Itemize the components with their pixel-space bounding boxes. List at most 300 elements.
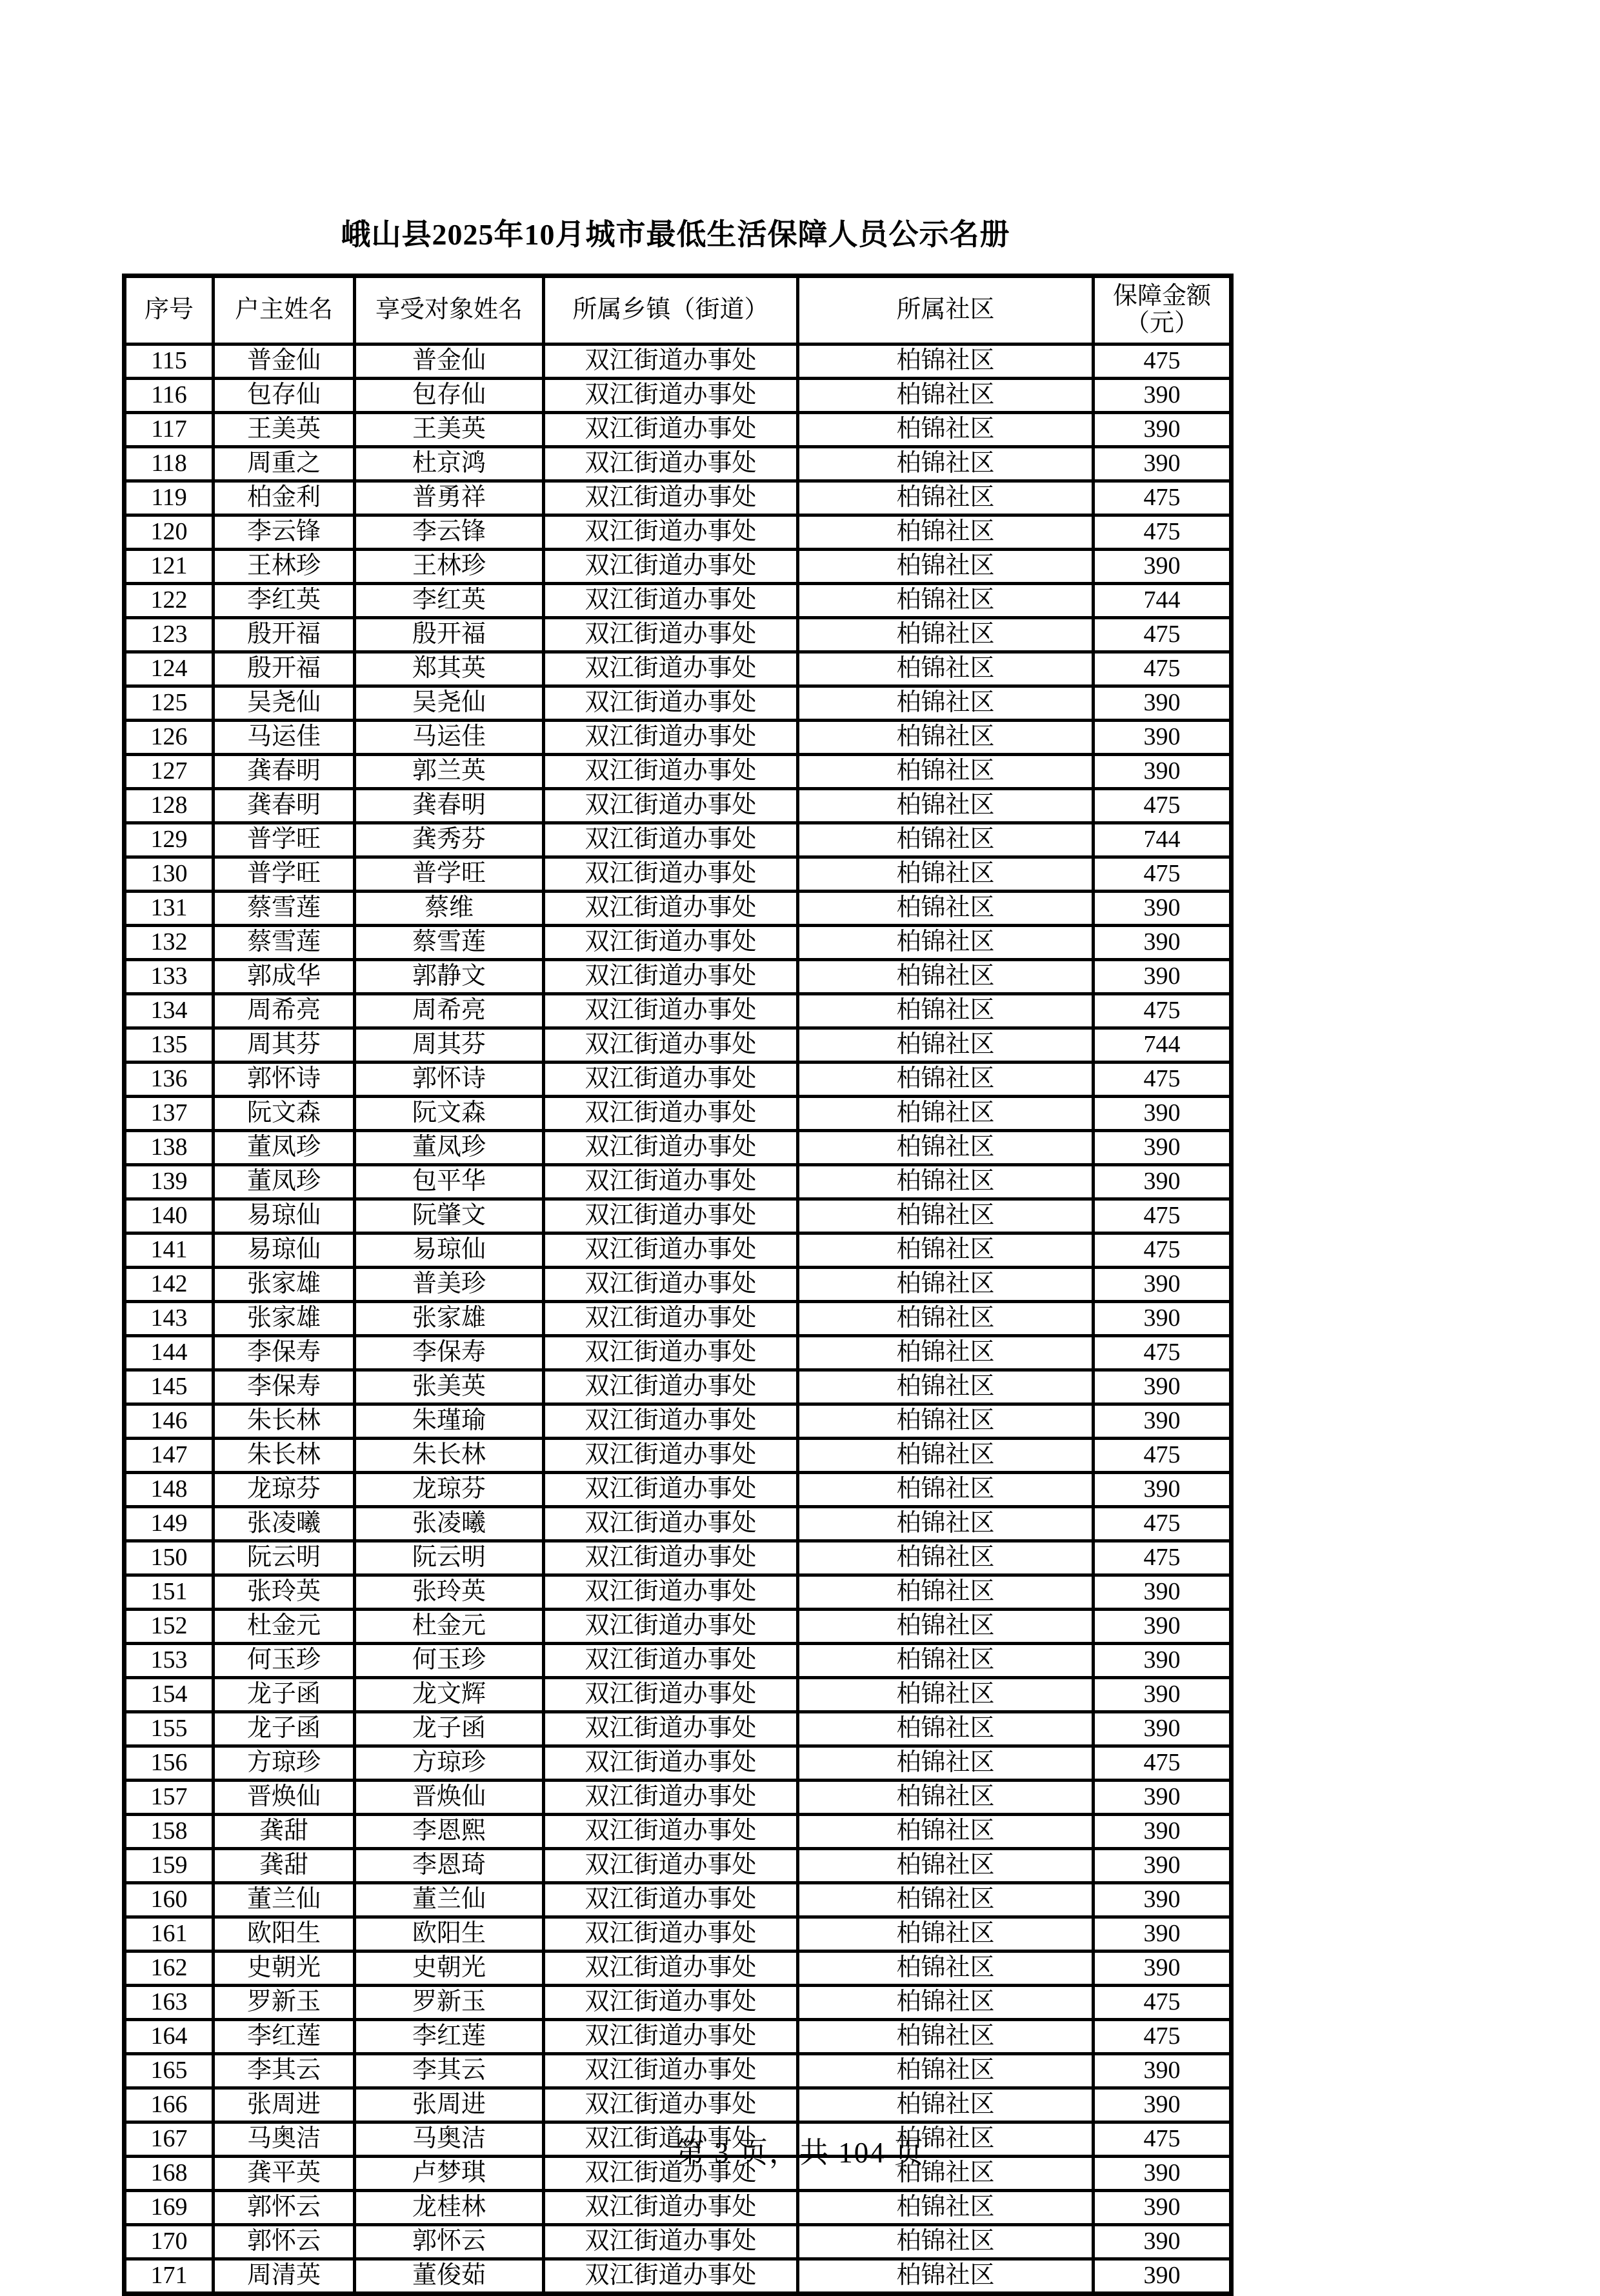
table-row [125, 1302, 1232, 1336]
cell-household-head: 吴尧仙 [214, 686, 355, 721]
cell-index: 158 [125, 1815, 214, 1849]
table-row [125, 1917, 1232, 1952]
cell-beneficiary: 吴尧仙 [355, 686, 544, 721]
cell-beneficiary: 张凌曦 [355, 1507, 544, 1541]
cell-index: 139 [125, 1165, 214, 1199]
cell-community: 柏锦社区 [798, 994, 1094, 1028]
cell-amount: 390 [1094, 1610, 1232, 1644]
cell-amount: 390 [1094, 1165, 1232, 1199]
cell-amount: 744 [1094, 1028, 1232, 1063]
cell-beneficiary: 龚春明 [355, 789, 544, 823]
cell-index: 132 [125, 926, 214, 960]
cell-beneficiary: 卢梦琪 [355, 2157, 544, 2191]
cell-index: 127 [125, 755, 214, 789]
cell-beneficiary: 张玲英 [355, 1575, 544, 1610]
cell-beneficiary: 普勇祥 [355, 481, 544, 515]
cell-beneficiary: 龙琼芬 [355, 1473, 544, 1507]
cell-index: 121 [125, 550, 214, 584]
cell-community: 柏锦社区 [798, 789, 1094, 823]
cell-township: 双江街道办事处 [544, 755, 798, 789]
table-row [125, 1952, 1232, 1986]
cell-community: 柏锦社区 [798, 1302, 1094, 1336]
table-row [125, 1610, 1232, 1644]
cell-beneficiary: 郭兰英 [355, 755, 544, 789]
cell-community: 柏锦社区 [798, 584, 1094, 618]
table-row [125, 481, 1232, 515]
cell-household-head: 李其云 [214, 2054, 355, 2088]
cell-beneficiary: 包存仙 [355, 379, 544, 413]
cell-household-head: 史朝光 [214, 1952, 355, 1986]
cell-household-head: 马运佳 [214, 721, 355, 755]
table-row [125, 1199, 1232, 1233]
cell-household-head: 董兰仙 [214, 1883, 355, 1917]
cell-beneficiary: 易琼仙 [355, 1233, 544, 1268]
cell-household-head: 朱长林 [214, 1404, 355, 1439]
cell-township: 双江街道办事处 [544, 413, 798, 447]
cell-beneficiary: 龙子函 [355, 1712, 544, 1746]
cell-amount: 390 [1094, 1883, 1232, 1917]
cell-household-head: 殷开福 [214, 618, 355, 652]
cell-community: 柏锦社区 [798, 2054, 1094, 2088]
table-row [125, 1439, 1232, 1473]
cell-amount: 475 [1094, 344, 1232, 379]
cell-household-head: 杜金元 [214, 1610, 355, 1644]
cell-community: 柏锦社区 [798, 1131, 1094, 1165]
cell-amount: 390 [1094, 1917, 1232, 1952]
cell-amount: 390 [1094, 1781, 1232, 1815]
table-row [125, 2020, 1232, 2054]
table-row [125, 2225, 1232, 2259]
cell-beneficiary: 李恩琦 [355, 1849, 544, 1883]
cell-community: 柏锦社区 [798, 413, 1094, 447]
table-row [125, 789, 1232, 823]
cell-household-head: 周其芬 [214, 1028, 355, 1063]
cell-household-head: 龚甜 [214, 1815, 355, 1849]
cell-beneficiary: 周其芬 [355, 1028, 544, 1063]
cell-household-head: 郭成华 [214, 960, 355, 994]
table-row [125, 1131, 1232, 1165]
cell-amount: 390 [1094, 1712, 1232, 1746]
cell-township: 双江街道办事处 [544, 2225, 798, 2259]
cell-community: 柏锦社区 [798, 721, 1094, 755]
table-row [125, 652, 1232, 686]
table-row [125, 721, 1232, 755]
cell-amount: 390 [1094, 926, 1232, 960]
cell-township: 双江街道办事处 [544, 1473, 798, 1507]
cell-amount: 390 [1094, 960, 1232, 994]
cell-township: 双江街道办事处 [544, 1917, 798, 1952]
cell-amount: 390 [1094, 2157, 1232, 2191]
cell-township: 双江街道办事处 [544, 1746, 798, 1781]
cell-community: 柏锦社区 [798, 1644, 1094, 1678]
cell-community: 柏锦社区 [798, 447, 1094, 481]
cell-household-head: 阮文森 [214, 1097, 355, 1131]
cell-index: 152 [125, 1610, 214, 1644]
cell-household-head: 易琼仙 [214, 1199, 355, 1233]
cell-township: 双江街道办事处 [544, 1507, 798, 1541]
cell-township: 双江街道办事处 [544, 1883, 798, 1917]
cell-amount: 390 [1094, 2259, 1232, 2294]
cell-township: 双江街道办事处 [544, 344, 798, 379]
cell-community: 柏锦社区 [798, 2157, 1094, 2191]
cell-household-head: 郭怀云 [214, 2225, 355, 2259]
cell-household-head: 方琼珍 [214, 1746, 355, 1781]
roster-table [122, 274, 1234, 2296]
cell-township: 双江街道办事处 [544, 584, 798, 618]
cell-community: 柏锦社区 [798, 1439, 1094, 1473]
cell-amount: 390 [1094, 2088, 1232, 2122]
cell-township: 双江街道办事处 [544, 1678, 798, 1712]
cell-community: 柏锦社区 [798, 1883, 1094, 1917]
cell-index: 134 [125, 994, 214, 1028]
cell-beneficiary: 马奥洁 [355, 2122, 544, 2157]
cell-beneficiary: 杜京鸿 [355, 447, 544, 481]
cell-beneficiary: 阮云明 [355, 1541, 544, 1575]
cell-beneficiary: 李保寿 [355, 1336, 544, 1370]
cell-beneficiary: 晋焕仙 [355, 1781, 544, 1815]
cell-township: 双江街道办事处 [544, 618, 798, 652]
cell-household-head: 张周进 [214, 2088, 355, 2122]
cell-beneficiary: 李云锋 [355, 515, 544, 550]
cell-household-head: 包存仙 [214, 379, 355, 413]
table-row [125, 1746, 1232, 1781]
cell-beneficiary: 欧阳生 [355, 1917, 544, 1952]
cell-household-head: 柏金利 [214, 481, 355, 515]
cell-community: 柏锦社区 [798, 2122, 1094, 2157]
cell-community: 柏锦社区 [798, 1370, 1094, 1404]
cell-township: 双江街道办事处 [544, 1370, 798, 1404]
cell-amount: 390 [1094, 2054, 1232, 2088]
table-row [125, 2088, 1232, 2122]
cell-beneficiary: 张美英 [355, 1370, 544, 1404]
table-row [125, 1473, 1232, 1507]
cell-township: 双江街道办事处 [544, 1233, 798, 1268]
cell-community: 柏锦社区 [798, 1404, 1094, 1439]
cell-index: 125 [125, 686, 214, 721]
cell-index: 123 [125, 618, 214, 652]
cell-beneficiary: 郑其英 [355, 652, 544, 686]
cell-index: 170 [125, 2225, 214, 2259]
cell-index: 168 [125, 2157, 214, 2191]
cell-amount: 390 [1094, 2191, 1232, 2225]
cell-household-head: 阮云明 [214, 1541, 355, 1575]
cell-amount: 390 [1094, 721, 1232, 755]
cell-beneficiary: 龙文辉 [355, 1678, 544, 1712]
cell-community: 柏锦社区 [798, 1575, 1094, 1610]
cell-index: 135 [125, 1028, 214, 1063]
cell-community: 柏锦社区 [798, 515, 1094, 550]
cell-household-head: 欧阳生 [214, 1917, 355, 1952]
cell-township: 双江街道办事处 [544, 1815, 798, 1849]
cell-household-head: 晋焕仙 [214, 1781, 355, 1815]
cell-amount: 475 [1094, 2122, 1232, 2157]
cell-household-head: 蔡雪莲 [214, 892, 355, 926]
cell-index: 131 [125, 892, 214, 926]
cell-community: 柏锦社区 [798, 1678, 1094, 1712]
cell-township: 双江街道办事处 [544, 1986, 798, 2020]
cell-township: 双江街道办事处 [544, 1268, 798, 1302]
cell-amount: 475 [1094, 1233, 1232, 1268]
cell-index: 117 [125, 413, 214, 447]
cell-amount: 390 [1094, 1952, 1232, 1986]
cell-township: 双江街道办事处 [544, 960, 798, 994]
cell-beneficiary: 龙桂林 [355, 2191, 544, 2225]
cell-amount: 475 [1094, 652, 1232, 686]
cell-township: 双江街道办事处 [544, 1028, 798, 1063]
cell-community: 柏锦社区 [798, 652, 1094, 686]
cell-index: 116 [125, 379, 214, 413]
cell-amount: 390 [1094, 447, 1232, 481]
cell-amount: 475 [1094, 2020, 1232, 2054]
cell-beneficiary: 李恩熙 [355, 1815, 544, 1849]
table-row [125, 2054, 1232, 2088]
cell-township: 双江街道办事处 [544, 1063, 798, 1097]
table-row [125, 413, 1232, 447]
cell-beneficiary: 董兰仙 [355, 1883, 544, 1917]
cell-community: 柏锦社区 [798, 1610, 1094, 1644]
cell-index: 137 [125, 1097, 214, 1131]
cell-index: 167 [125, 2122, 214, 2157]
table-row [125, 1815, 1232, 1849]
cell-community: 柏锦社区 [798, 1233, 1094, 1268]
cell-household-head: 龚平英 [214, 2157, 355, 2191]
cell-index: 147 [125, 1439, 214, 1473]
cell-household-head: 王林珍 [214, 550, 355, 584]
table-row [125, 1507, 1232, 1541]
table-row [125, 1097, 1232, 1131]
cell-community: 柏锦社区 [798, 1165, 1094, 1199]
cell-beneficiary: 普美珍 [355, 1268, 544, 1302]
cell-amount: 744 [1094, 584, 1232, 618]
cell-community: 柏锦社区 [798, 618, 1094, 652]
cell-household-head: 马奥洁 [214, 2122, 355, 2157]
table-row [125, 857, 1232, 892]
cell-household-head: 龙琼芬 [214, 1473, 355, 1507]
table-row [125, 1541, 1232, 1575]
table-row [125, 1712, 1232, 1746]
cell-beneficiary: 普学旺 [355, 857, 544, 892]
table-row [125, 1370, 1232, 1404]
table-row [125, 515, 1232, 550]
cell-township: 双江街道办事处 [544, 1712, 798, 1746]
cell-township: 双江街道办事处 [544, 481, 798, 515]
cell-township: 双江街道办事处 [544, 994, 798, 1028]
cell-amount: 390 [1094, 1678, 1232, 1712]
cell-amount: 475 [1094, 1063, 1232, 1097]
cell-community: 柏锦社区 [798, 1746, 1094, 1781]
table-row [125, 1781, 1232, 1815]
cell-community: 柏锦社区 [798, 2088, 1094, 2122]
cell-beneficiary: 王美英 [355, 413, 544, 447]
cell-township: 双江街道办事处 [544, 1439, 798, 1473]
cell-household-head: 张家雄 [214, 1268, 355, 1302]
cell-township: 双江街道办事处 [544, 857, 798, 892]
cell-amount: 475 [1094, 789, 1232, 823]
cell-amount: 475 [1094, 618, 1232, 652]
table-row [125, 379, 1232, 413]
cell-community: 柏锦社区 [798, 1028, 1094, 1063]
cell-household-head: 李保寿 [214, 1370, 355, 1404]
cell-amount: 744 [1094, 823, 1232, 857]
cell-township: 双江街道办事处 [544, 447, 798, 481]
cell-community: 柏锦社区 [798, 686, 1094, 721]
cell-amount: 390 [1094, 1644, 1232, 1678]
cell-community: 柏锦社区 [798, 892, 1094, 926]
cell-household-head: 普金仙 [214, 344, 355, 379]
cell-community: 柏锦社区 [798, 2225, 1094, 2259]
cell-community: 柏锦社区 [798, 1199, 1094, 1233]
cell-community: 柏锦社区 [798, 1063, 1094, 1097]
col-header-beneficiary: 享受对象姓名 [355, 276, 544, 344]
cell-community: 柏锦社区 [798, 1473, 1094, 1507]
cell-household-head: 普学旺 [214, 857, 355, 892]
cell-index: 157 [125, 1781, 214, 1815]
cell-township: 双江街道办事处 [544, 892, 798, 926]
cell-amount: 390 [1094, 1268, 1232, 1302]
cell-index: 162 [125, 1952, 214, 1986]
cell-township: 双江街道办事处 [544, 550, 798, 584]
cell-amount: 390 [1094, 413, 1232, 447]
cell-amount: 475 [1094, 515, 1232, 550]
cell-community: 柏锦社区 [798, 1268, 1094, 1302]
cell-township: 双江街道办事处 [544, 379, 798, 413]
cell-index: 146 [125, 1404, 214, 1439]
cell-township: 双江街道办事处 [544, 789, 798, 823]
cell-beneficiary: 蔡维 [355, 892, 544, 926]
table-row [125, 584, 1232, 618]
cell-beneficiary: 阮肇文 [355, 1199, 544, 1233]
table-row [125, 1849, 1232, 1883]
cell-beneficiary: 何玉珍 [355, 1644, 544, 1678]
cell-index: 142 [125, 1268, 214, 1302]
table-row [125, 1678, 1232, 1712]
cell-household-head: 朱长林 [214, 1439, 355, 1473]
cell-community: 柏锦社区 [798, 2259, 1094, 2294]
table-row [125, 686, 1232, 721]
cell-beneficiary: 朱瑾瑜 [355, 1404, 544, 1439]
cell-beneficiary: 张家雄 [355, 1302, 544, 1336]
cell-beneficiary: 李红莲 [355, 2020, 544, 2054]
table-row [125, 1336, 1232, 1370]
cell-amount: 390 [1094, 1575, 1232, 1610]
cell-township: 双江街道办事处 [544, 515, 798, 550]
table-row [125, 926, 1232, 960]
cell-index: 133 [125, 960, 214, 994]
cell-index: 138 [125, 1131, 214, 1165]
table-row [125, 960, 1232, 994]
cell-community: 柏锦社区 [798, 1097, 1094, 1131]
table-row [125, 1233, 1232, 1268]
cell-amount: 390 [1094, 1473, 1232, 1507]
cell-household-head: 周重之 [214, 447, 355, 481]
cell-amount: 390 [1094, 1097, 1232, 1131]
table-row [125, 618, 1232, 652]
cell-beneficiary: 郭怀诗 [355, 1063, 544, 1097]
cell-community: 柏锦社区 [798, 1849, 1094, 1883]
table-row [125, 2259, 1232, 2294]
cell-community: 柏锦社区 [798, 1712, 1094, 1746]
cell-township: 双江街道办事处 [544, 1781, 798, 1815]
cell-township: 双江街道办事处 [544, 1541, 798, 1575]
cell-township: 双江街道办事处 [544, 823, 798, 857]
cell-household-head: 董凤珍 [214, 1165, 355, 1199]
cell-index: 136 [125, 1063, 214, 1097]
cell-beneficiary: 包平华 [355, 1165, 544, 1199]
cell-beneficiary: 蔡雪莲 [355, 926, 544, 960]
table-header-row [125, 276, 1232, 344]
cell-community: 柏锦社区 [798, 1917, 1094, 1952]
cell-index: 155 [125, 1712, 214, 1746]
table-row [125, 892, 1232, 926]
cell-beneficiary: 周希亮 [355, 994, 544, 1028]
cell-household-head: 张家雄 [214, 1302, 355, 1336]
cell-index: 149 [125, 1507, 214, 1541]
table-row [125, 1575, 1232, 1610]
cell-township: 双江街道办事处 [544, 1131, 798, 1165]
cell-household-head: 龚甜 [214, 1849, 355, 1883]
cell-household-head: 张玲英 [214, 1575, 355, 1610]
cell-township: 双江街道办事处 [544, 1199, 798, 1233]
title-container [122, 218, 1229, 252]
cell-community: 柏锦社区 [798, 550, 1094, 584]
cell-amount: 475 [1094, 1336, 1232, 1370]
cell-index: 166 [125, 2088, 214, 2122]
table-row [125, 1268, 1232, 1302]
cell-township: 双江街道办事处 [544, 652, 798, 686]
cell-index: 153 [125, 1644, 214, 1678]
cell-amount: 390 [1094, 686, 1232, 721]
cell-index: 164 [125, 2020, 214, 2054]
cell-beneficiary: 普金仙 [355, 344, 544, 379]
cell-household-head: 郭怀诗 [214, 1063, 355, 1097]
cell-amount: 475 [1094, 1507, 1232, 1541]
cell-beneficiary: 张周进 [355, 2088, 544, 2122]
cell-community: 柏锦社区 [798, 1781, 1094, 1815]
cell-beneficiary: 殷开福 [355, 618, 544, 652]
cell-amount: 475 [1094, 857, 1232, 892]
cell-township: 双江街道办事处 [544, 1610, 798, 1644]
table-row [125, 1883, 1232, 1917]
cell-household-head: 李云锋 [214, 515, 355, 550]
cell-index: 119 [125, 481, 214, 515]
cell-beneficiary: 史朝光 [355, 1952, 544, 1986]
cell-amount: 390 [1094, 1815, 1232, 1849]
cell-community: 柏锦社区 [798, 344, 1094, 379]
cell-township: 双江街道办事处 [544, 1404, 798, 1439]
cell-beneficiary: 龚秀芬 [355, 823, 544, 857]
cell-amount: 390 [1094, 2225, 1232, 2259]
cell-index: 124 [125, 652, 214, 686]
cell-township: 双江街道办事处 [544, 926, 798, 960]
cell-community: 柏锦社区 [798, 926, 1094, 960]
cell-amount: 390 [1094, 1404, 1232, 1439]
cell-index: 165 [125, 2054, 214, 2088]
cell-amount: 390 [1094, 550, 1232, 584]
table-row [125, 447, 1232, 481]
cell-beneficiary: 郭怀云 [355, 2225, 544, 2259]
cell-beneficiary: 郭静文 [355, 960, 544, 994]
cell-amount: 390 [1094, 1370, 1232, 1404]
cell-community: 柏锦社区 [798, 857, 1094, 892]
cell-township: 双江街道办事处 [544, 2020, 798, 2054]
cell-amount: 475 [1094, 481, 1232, 515]
cell-index: 169 [125, 2191, 214, 2225]
cell-township: 双江街道办事处 [544, 2054, 798, 2088]
page-footer: 第 3 页，共 104 页 [675, 2137, 925, 2169]
cell-beneficiary: 王林珍 [355, 550, 544, 584]
cell-beneficiary: 阮文森 [355, 1097, 544, 1131]
cell-index: 154 [125, 1678, 214, 1712]
